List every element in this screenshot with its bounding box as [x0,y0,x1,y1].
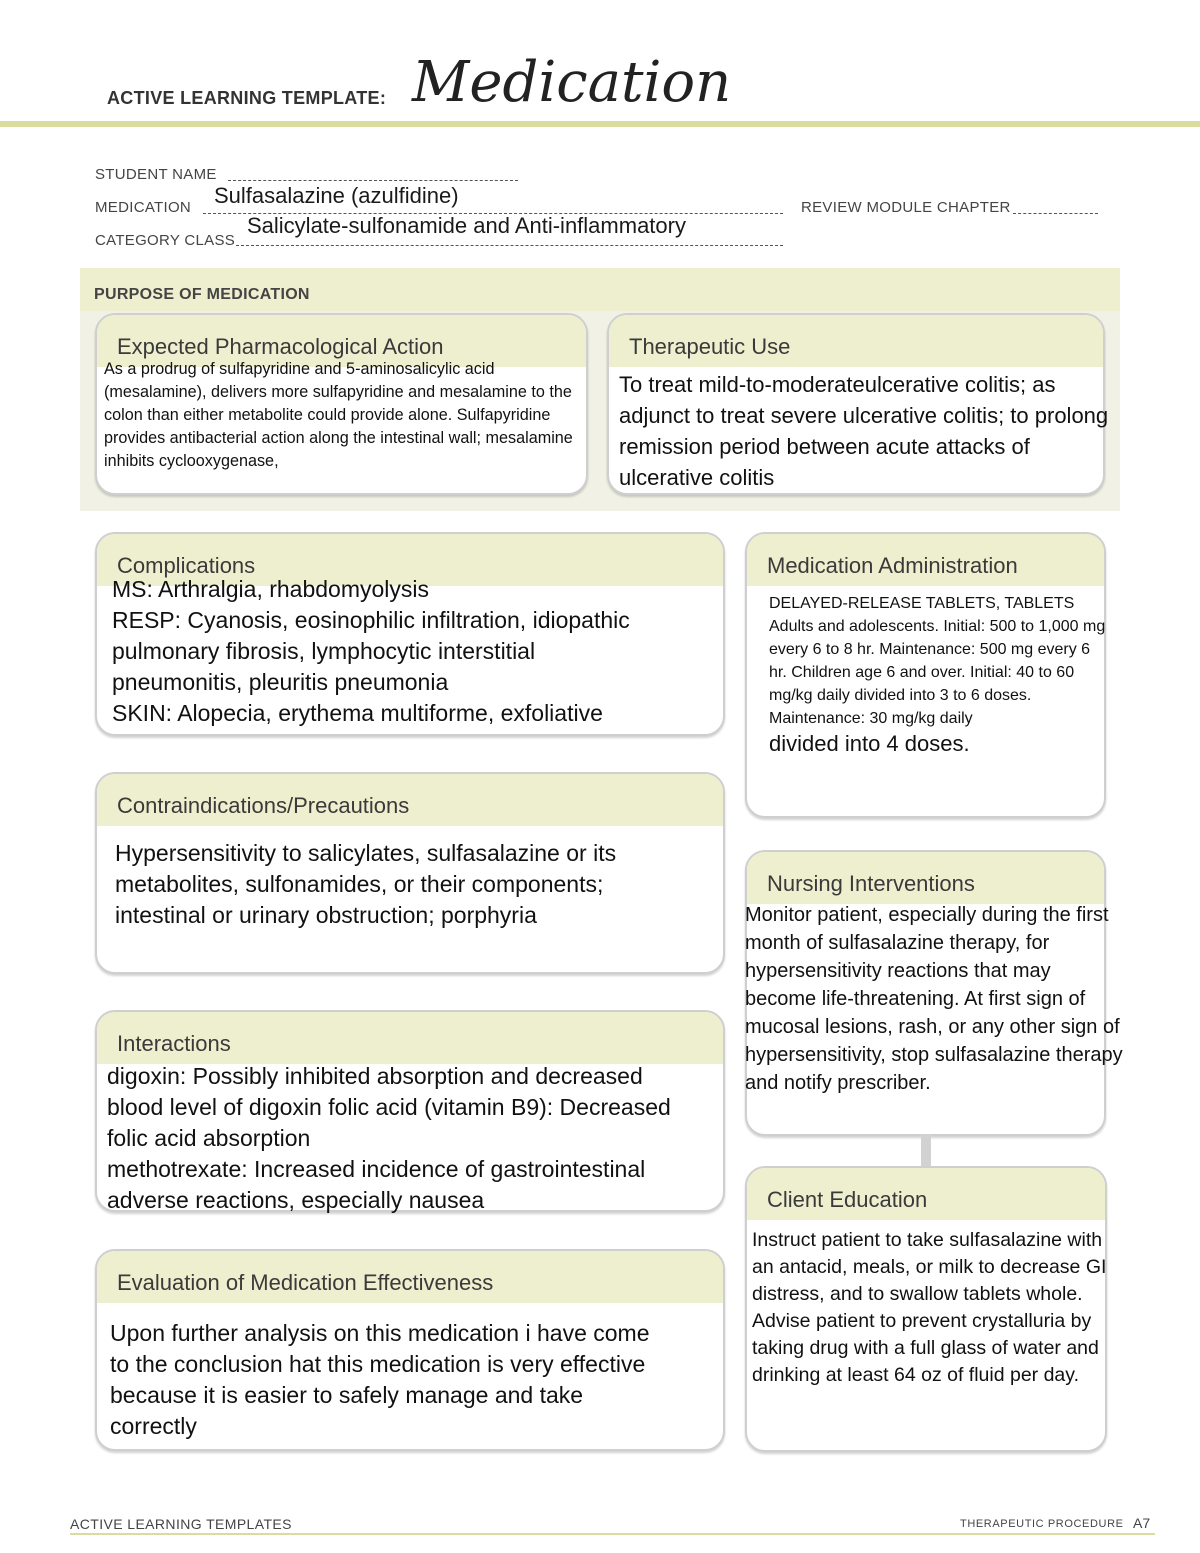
template-label: ACTIVE LEARNING TEMPLATE: [107,88,387,108]
footer-right: THERAPEUTIC PROCEDURE [960,1518,1124,1530]
client-education-title: Client Education [767,1187,928,1212]
category-class-field[interactable]: Salicylate-sulfonamide and Anti-inflammatory [247,213,686,238]
nursing-interventions-card [745,850,1123,1136]
complications-title: Complications [117,553,256,578]
interactions-title: Interactions [117,1031,231,1056]
client-education-text[interactable] [752,1227,1117,1389]
complications-line: SKIN: Alopecia, erythema multiforme, exfoliative [112,700,603,726]
therapeutic-use-title: Therapeutic Use [629,334,791,359]
administration-dosing: DELAYED-RELEASE TABLETS, TABLETS Adults and adolescents. Initial: 500 to 1,000 mg every 6 to 8 hr. Maintenance: 500 mg every 6 hr. Children age 6 and over. Initial: 40 to 60 mg/kg daily divided into 3 to 6 doses. Maintenance: 30 mg/kg daily [769,595,1106,727]
medication-field[interactable]: Sulfasalazine (azulfidine) [214,183,459,208]
evaluation-text[interactable]: Upon further analysis on this medication i have come to the conclusion hat this medication is very effective because it is easier to safely manage and take correctly [110,1320,650,1439]
interactions-text[interactable] [107,1061,747,1216]
contraindications-card [95,772,725,974]
administration-text[interactable] [769,592,1109,758]
interactions-line: methotrexate: Increased incidence of gastrointestinal [107,1156,646,1182]
category-class-label: CATEGORY CLASS [95,232,236,249]
evaluation-card [95,1249,725,1451]
contraindications-text[interactable]: Hypersensitivity to salicylates, sulfasalazine or its metabolites, sulfonamides, or their components; intestinal or urinary obstruction; porphyria [115,840,617,928]
nursing-interventions-title: Nursing Interventions [767,871,975,896]
student-name-label: STUDENT NAME [95,166,217,183]
administration-last-line: divided into 4 doses. [769,731,970,756]
card-connector [921,1134,931,1166]
expected-action-card [95,313,588,495]
client-education-card [745,1166,1107,1452]
contraindications-title: Contraindications/Precautions [117,793,410,818]
nursing-interventions-text[interactable]: Monitor patient, especially during the first month of sulfasalazine therapy, for hypersensitivity reactions that may become life-threatening. At first sign of mucosal lesions, rash, or any other sign of hypersensitivity, stop sulfasalazine therapy and notify prescriber. [745,904,1123,1094]
complications-card [95,532,725,736]
interactions-line: folic acid absorption [107,1125,311,1151]
page-title: Medication [412,50,732,115]
footer-rule [70,1533,1155,1535]
complications-text[interactable] [112,574,732,729]
client-education-advice: Advise patient to prevent crystalluria by taking drug with a full glass of water and drinking at least 64 oz of fluid per day. [752,1310,1099,1386]
complications-line: MS: Arthralgia, rhabdomyolysis [112,576,430,602]
therapeutic-use-card [607,313,1109,495]
complications-line: pulmonary fibrosis, lymphocytic interstitial [112,638,536,664]
interactions-line: adverse reactions, especially nausea [107,1187,485,1213]
review-module-line [1013,213,1098,214]
footer-left: ACTIVE LEARNING TEMPLATES [70,1516,292,1532]
evaluation-title: Evaluation of Medication Effectiveness [117,1270,494,1295]
expected-action-title: Expected Pharmacological Action [117,334,444,359]
medication-label: MEDICATION [95,199,192,216]
category-class-line [236,245,783,246]
administration-title: Medication Administration [767,553,1018,578]
interactions-line: digoxin: Possibly inhibited absorption and decreased [107,1063,643,1089]
purpose-title: PURPOSE OF MEDICATION [94,286,310,303]
complications-line: RESP: Cyanosis, eosinophilic infiltration, idiopathic [112,607,630,633]
student-name-line [228,180,518,181]
review-module-label: REVIEW MODULE CHAPTER [801,199,1011,216]
page-number: A7 [1133,1515,1151,1531]
complications-line: pneumonitis, pleuritis pneumonia [112,669,449,695]
administration-card [745,532,1106,818]
client-education-instruction: Instruct patient to take sulfasalazine with an antacid, meals, or milk to decrease GI distress, and to swallow tablets whole. [752,1229,1107,1305]
interactions-card [95,1010,725,1212]
header-rule [0,121,1200,127]
therapeutic-use-text[interactable]: To treat mild-to-moderateulcerative colitis; as adjunct to treat severe ulcerative colitis; to prolong remission period between acute attacks of ulcerative colitis [619,372,1109,490]
interactions-line: blood level of digoxin folic acid (vitamin B9): Decreased [107,1094,671,1120]
expected-action-text[interactable]: As a prodrug of sulfapyridine and 5-aminosalicylic acid (mesalamine), delivers more sulfapyridine and mesalamine to the colon than either metabolite could provide alone. Sulfapyridine provides antibacterial action along the intestinal wall; mesalamine inhibits cyclooxygenase, [104,360,573,470]
